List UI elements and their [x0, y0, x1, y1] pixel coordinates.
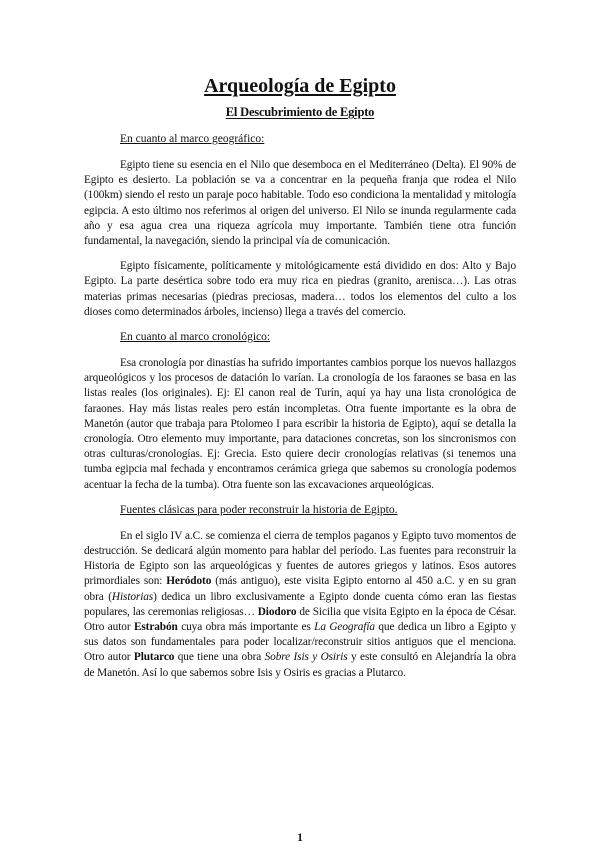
text-run: Egipto físicamente, políticamente y mitológicamente está dividido en dos: Alto y Bajo Egipto. La parte desértica sobre todo era muy rica en piedras (granito, arenisca…). Las otras materias primas necesarias (piedras preciosas, madera… todos los elementos del culto a los dioses como determinados árboles, incienso) llega a través del comercio.	[84, 260, 516, 318]
text-run: y este consultó en Alejandría la obra de Manetón. Así lo que sabemos sobre Isis y Osiris es gracias a Plutarco.	[84, 651, 516, 679]
text-run: que tiene una obra	[174, 651, 265, 664]
author-name: Plutarco	[133, 651, 175, 664]
work-title: La Geografía	[314, 621, 375, 634]
body-paragraph	[84, 158, 516, 249]
work-title: Sobre Isis y Osiris	[264, 651, 348, 664]
section-heading: En cuanto al marco geográfico:	[120, 133, 265, 145]
author-name: Heródoto	[166, 575, 212, 588]
text-run: Esa cronología por dinastías ha sufrido importantes cambios porque los nuevos hallazgos arqueológicos y los procesos de datación lo varían. La cronología de los faraones se basa en las listas reales (los originales). Ej: El canon real de Turín, aquí ya hay una lista cronológica de faraones. Hay más listas reales pero están incompletas. Otra fuente importante es la obra de Manetón (autor que trabaja para Ptolomeo I para escribir la historia de Egipto), aquí se detalla la cronología. Otro elemento muy importante, para dataciones concretas, son los sincronismos con otras culturas/cronologías. Ej: Grecia. Esto quiere decir cronologías relativas (si tenemos una tumba egipcia mal fechada y encontramos cerámica griega que sabemos su cronología podemos acentuar la fecha de la tumba). Otra fuente son las excavaciones arqueológicas.	[84, 357, 516, 491]
page-content	[84, 74, 516, 691]
text-run: Egipto tiene su esencia en el Nilo que desemboca en el Mediterráneo (Delta). El 90% de Egipto es desierto. La población se va a concentrar en la pequeña franja que rodea el Nilo (100km) siendo el resto un paraje poco habitable. Todo eso condiciona la mentalidad y mitología egipcia. A esto último nos referimos al origen del universo. El Nilo se inunda regularmente cada año y esa agua crea una riqueza agrícola muy importante. También tiene otra función fundamental, la navegación, siendo la principal vía de comunicación.	[84, 159, 516, 248]
text-run: cuya obra más importante es	[177, 621, 315, 634]
section-heading: Fuentes clásicas para poder reconstruir la historia de Egipto.	[120, 503, 398, 516]
text-run: ) dedica un libro exclusivamente a Egipto donde cuenta cómo eran las fiestas populares, las ceremonias religiosas…	[84, 590, 516, 618]
text-run: de Sicilia que visita Egipto en la época de César. Otro autor	[84, 605, 516, 634]
body-paragraph	[84, 356, 516, 493]
page-number: 1	[297, 832, 303, 844]
work-title: Historias	[111, 590, 154, 603]
text-run: que dedica un libro a Egipto y sus datos son fundamentales para poder localizar/reconstruir sitios antiguos que el menciona. Otro autor	[84, 621, 516, 664]
section-heading: En cuanto al marco cronológico:	[120, 331, 271, 344]
author-name: Diodoro	[257, 605, 297, 618]
body-paragraph	[84, 529, 516, 681]
text-run: En el siglo IV a.C. se comienza el cierra de templos paganos y Egipto tuvo momentos de destrucción. Se dedicará algún momento para hablar del período. Las fuentes para reconstruir la Historia de Egipto son las arqueológicas y fuentes de autores griegos y latinos. Esos autores primordiales son:	[84, 529, 516, 588]
text-run: (más antiguo), este visita Egipto entorno al 450 a.C. y en su gran obra (	[84, 575, 517, 603]
body-paragraph	[84, 259, 516, 320]
author-name: Estrabón	[133, 621, 178, 634]
document-title: Arqueología de Egipto	[204, 75, 396, 97]
document-subtitle: El Descubrimiento de Egipto	[225, 105, 375, 119]
sections-container	[84, 132, 516, 681]
